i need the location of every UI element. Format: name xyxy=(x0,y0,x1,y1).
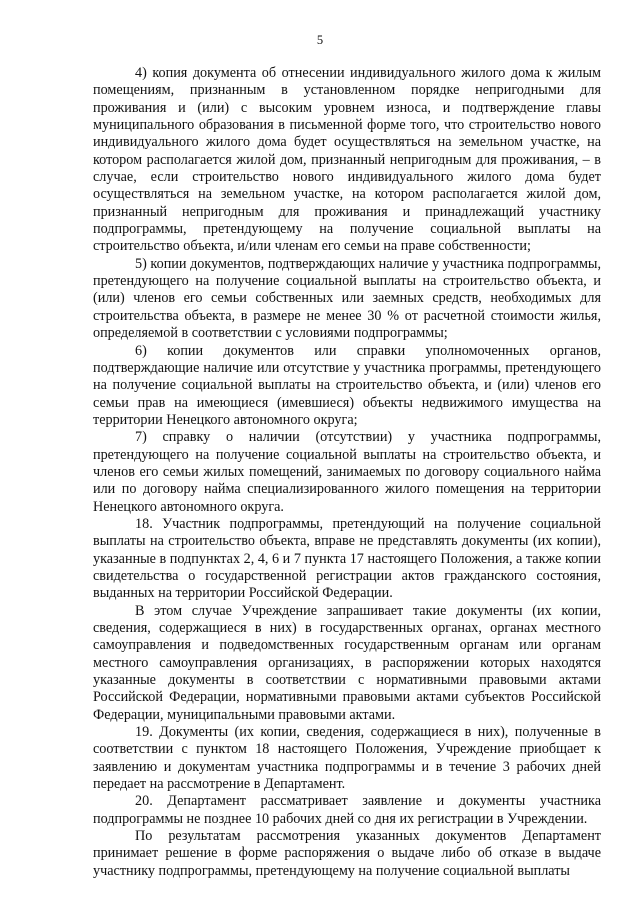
paragraph-item-4: 4) копия документа об отнесении индивидуального жилого дома к жилым помещениям, признанным в установленном порядке непригодными для проживания и (или) с высоким уровнем износа, и подтверждение главы муниципального образования в письменной форме того, что строительство нового индивидуального жилого дома будет осуществляться на земельном участке, на котором располагается жилой дом, признанный непригодным для проживания, – в случае, если строительство нового индивидуального жилого дома будет осуществляться на земельном участке, на котором располагается жилой дом, признанный непригодным для проживания и принадлежащий участнику подпрограммы, претендующему на получение социальной выплаты на строительство объекта, и/или членам его семьи на праве собственности; xyxy=(93,65,601,255)
paragraph-clause-18: 18. Участник подпрограммы, претендующий на получение социальной выплаты на строительство объекта, вправе не представлять документы (их копии), указанные в подпунктах 2, 4, 6 и 7 пункта 17 настоящего Положения, а также копии свидетельства о государственной регистрации актов гражданского состояния, выданных на территории Российской Федерации. xyxy=(93,515,601,602)
paragraph-item-7: 7) справку о наличии (отсутствии) у участника подпрограммы, претендующего на получение социальной выплаты на строительство объекта, и членов его семьи жилых помещений, занимаемых по договору социального найма или по договору найма специализированного жилого помещения на территории Ненецкого автономного округа. xyxy=(93,429,601,515)
paragraph-clause-20: 20. Департамент рассматривает заявление и документы участника подпрограммы не позднее 10 рабочих дней со дня их регистрации в Учреждении. xyxy=(93,793,601,827)
paragraph-clause-18-continuation: В этом случае Учреждение запрашивает такие документы (их копии, сведения, содержащиеся в них) в государственных органах, органах местного самоуправления и подведомственных государственным органам или органам местного самоуправления организациях, в распоряжении которых находятся указанные документы в соответствии с нормативными правовыми актами Российской Федерации, нормативными правовыми актами субъектов Российской Федерации, муниципальными правовыми актами. xyxy=(93,602,601,723)
page-number: 5 xyxy=(316,33,324,47)
paragraph-clause-19: 19. Документы (их копии, сведения, содержащиеся в них), полученные в соответствии с пунктом 18 настоящего Положения, Учреждение приобщает к заявлению и документам участника подпрограммы и в течение 3 рабочих дней передает на рассмотрение в Департамент. xyxy=(93,724,601,793)
document-body xyxy=(93,65,601,880)
paragraph-decision: По результатам рассмотрения указанных документов Департамент принимает решение в форме распоряжения о выдаче либо об отказе в выдаче участнику подпрограммы, претендующему на получение социальной выплаты xyxy=(93,828,601,879)
paragraph-item-6: 6) копии документов или справки уполномоченных органов, подтверждающие наличие или отсутствие у участника программы, претендующего на получение социальной выплаты на строительство объекта, и (или) членов его семьи прав на имеющиеся (имевшиеся) объекты недвижимого имущества на территории Ненецкого автономного округа; xyxy=(93,342,601,428)
paragraph-item-5: 5) копии документов, подтверждающих наличие у участника подпрограммы, претендующего на получение социальной выплаты на строительство объекта, и (или) членов его семьи собственных или заемных средств, необходимых для строительства объекта, в размере не менее 30 % от расчетной стоимости жилья, определяемой в соответствии с условиями подпрограммы; xyxy=(93,255,601,342)
